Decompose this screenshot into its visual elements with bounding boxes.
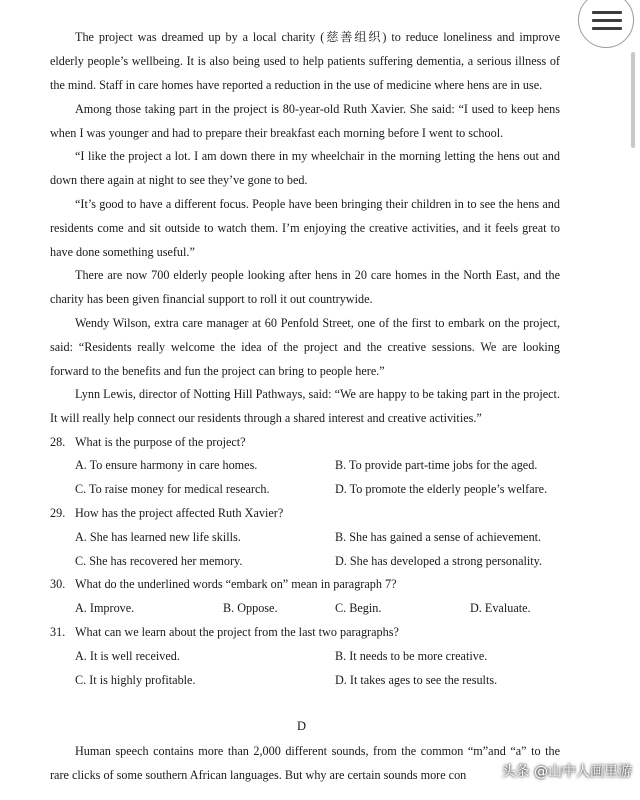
question-stem: What can we learn about the project from the last two paragraphs? xyxy=(75,625,399,639)
option-29-b: B. She has gained a sense of achievement. xyxy=(335,530,542,544)
hamburger-menu-icon xyxy=(592,27,622,30)
question-30 xyxy=(50,572,570,596)
option-29-d: D. She has developed a strong personality. xyxy=(335,554,543,568)
option-29-c: C. She has recovered her memory. xyxy=(75,554,243,568)
option-30-b: B. Oppose. xyxy=(223,601,278,615)
question-stem: What do the underlined words “embark on” mean in paragraph 7? xyxy=(75,577,397,591)
option-31-d: D. It takes ages to see the results. xyxy=(335,673,498,687)
question-28 xyxy=(50,430,570,454)
passage-paragraph-3: “I like the project a lot. I am down there in my wheelchair in the morning letting the hens out and down there again at night to see they’ve gone to bed. xyxy=(50,149,560,187)
question-number: 28. xyxy=(50,435,66,449)
passage-d-paragraph-1: Human speech contains more than 2,000 different sounds, from the common “m”and “a” to the rare clicks of some southern African languages. But why are certain sounds more con xyxy=(50,744,560,782)
option-29-a: A. She has learned new life skills. xyxy=(75,530,241,544)
question-number: 30. xyxy=(50,577,66,591)
menu-button[interactable] xyxy=(578,0,634,48)
passage-paragraph-6: Wendy Wilson, extra care manager at 60 Penfold Street, one of the first to embark on the project, said: “Residents really welcome the idea of the project and the creative sessions. We are looking forward to the benefits and fun the project can bring to people here.” xyxy=(50,316,560,378)
hamburger-menu-icon xyxy=(592,19,622,22)
option-28-a: A. To ensure harmony in care homes. xyxy=(75,458,258,472)
question-31 xyxy=(50,620,570,644)
option-28-c: C. To raise money for medical research. xyxy=(75,482,270,496)
option-31-a: A. It is well received. xyxy=(75,649,180,663)
question-stem: How has the project affected Ruth Xavier? xyxy=(75,506,284,520)
passage-paragraph-5: There are now 700 elderly people looking after hens in 20 care homes in the North East, and the charity has been given financial support to roll it out countrywide. xyxy=(50,268,560,306)
watermark: 头条 @山中人画里游 xyxy=(501,764,632,780)
option-30-a: A. Improve. xyxy=(75,601,135,615)
option-31-c: C. It is highly profitable. xyxy=(75,673,196,687)
vertical-scrollbar[interactable] xyxy=(631,52,635,148)
passage-paragraph-7: Lynn Lewis, director of Notting Hill Pathways, said: “We are happy to be taking part in the project. It will really help connect our residents through a shared interest and creative activities.” xyxy=(50,387,560,425)
question-29 xyxy=(50,501,570,525)
option-28-b: B. To provide part-time jobs for the aged. xyxy=(335,458,538,472)
passage-paragraph-4: “It’s good to have a different focus. People have been bringing their children in to see the hens and residents come and sit outside to watch them. I’m enjoying the creative activities, and it feels great to have done something useful.” xyxy=(50,197,560,259)
passage-paragraph-1: The project was dreamed up by a local charity (慈善组织) to reduce loneliness and improve elderly people’s wellbeing. It is also being used to help patients suffering dementia, a serious illness of the mind. Staff in care homes have reported a reduction in the use of medicine where hens are in use. xyxy=(50,30,560,92)
question-number: 29. xyxy=(50,506,66,520)
question-stem: What is the purpose of the project? xyxy=(75,435,246,449)
option-30-d: D. Evaluate. xyxy=(470,601,531,615)
option-28-d: D. To promote the elderly people’s welfare. xyxy=(335,482,548,496)
question-number: 31. xyxy=(50,625,66,639)
option-30-c: C. Begin. xyxy=(335,601,382,615)
option-31-b: B. It needs to be more creative. xyxy=(335,649,488,663)
hamburger-menu-icon xyxy=(592,11,622,14)
passage-paragraph-2: Among those taking part in the project is 80-year-old Ruth Xavier. She said: “I used to keep hens when I was younger and had to prepare their breakfast each morning before I went to school. xyxy=(50,102,560,140)
section-heading-d: D xyxy=(297,719,307,733)
